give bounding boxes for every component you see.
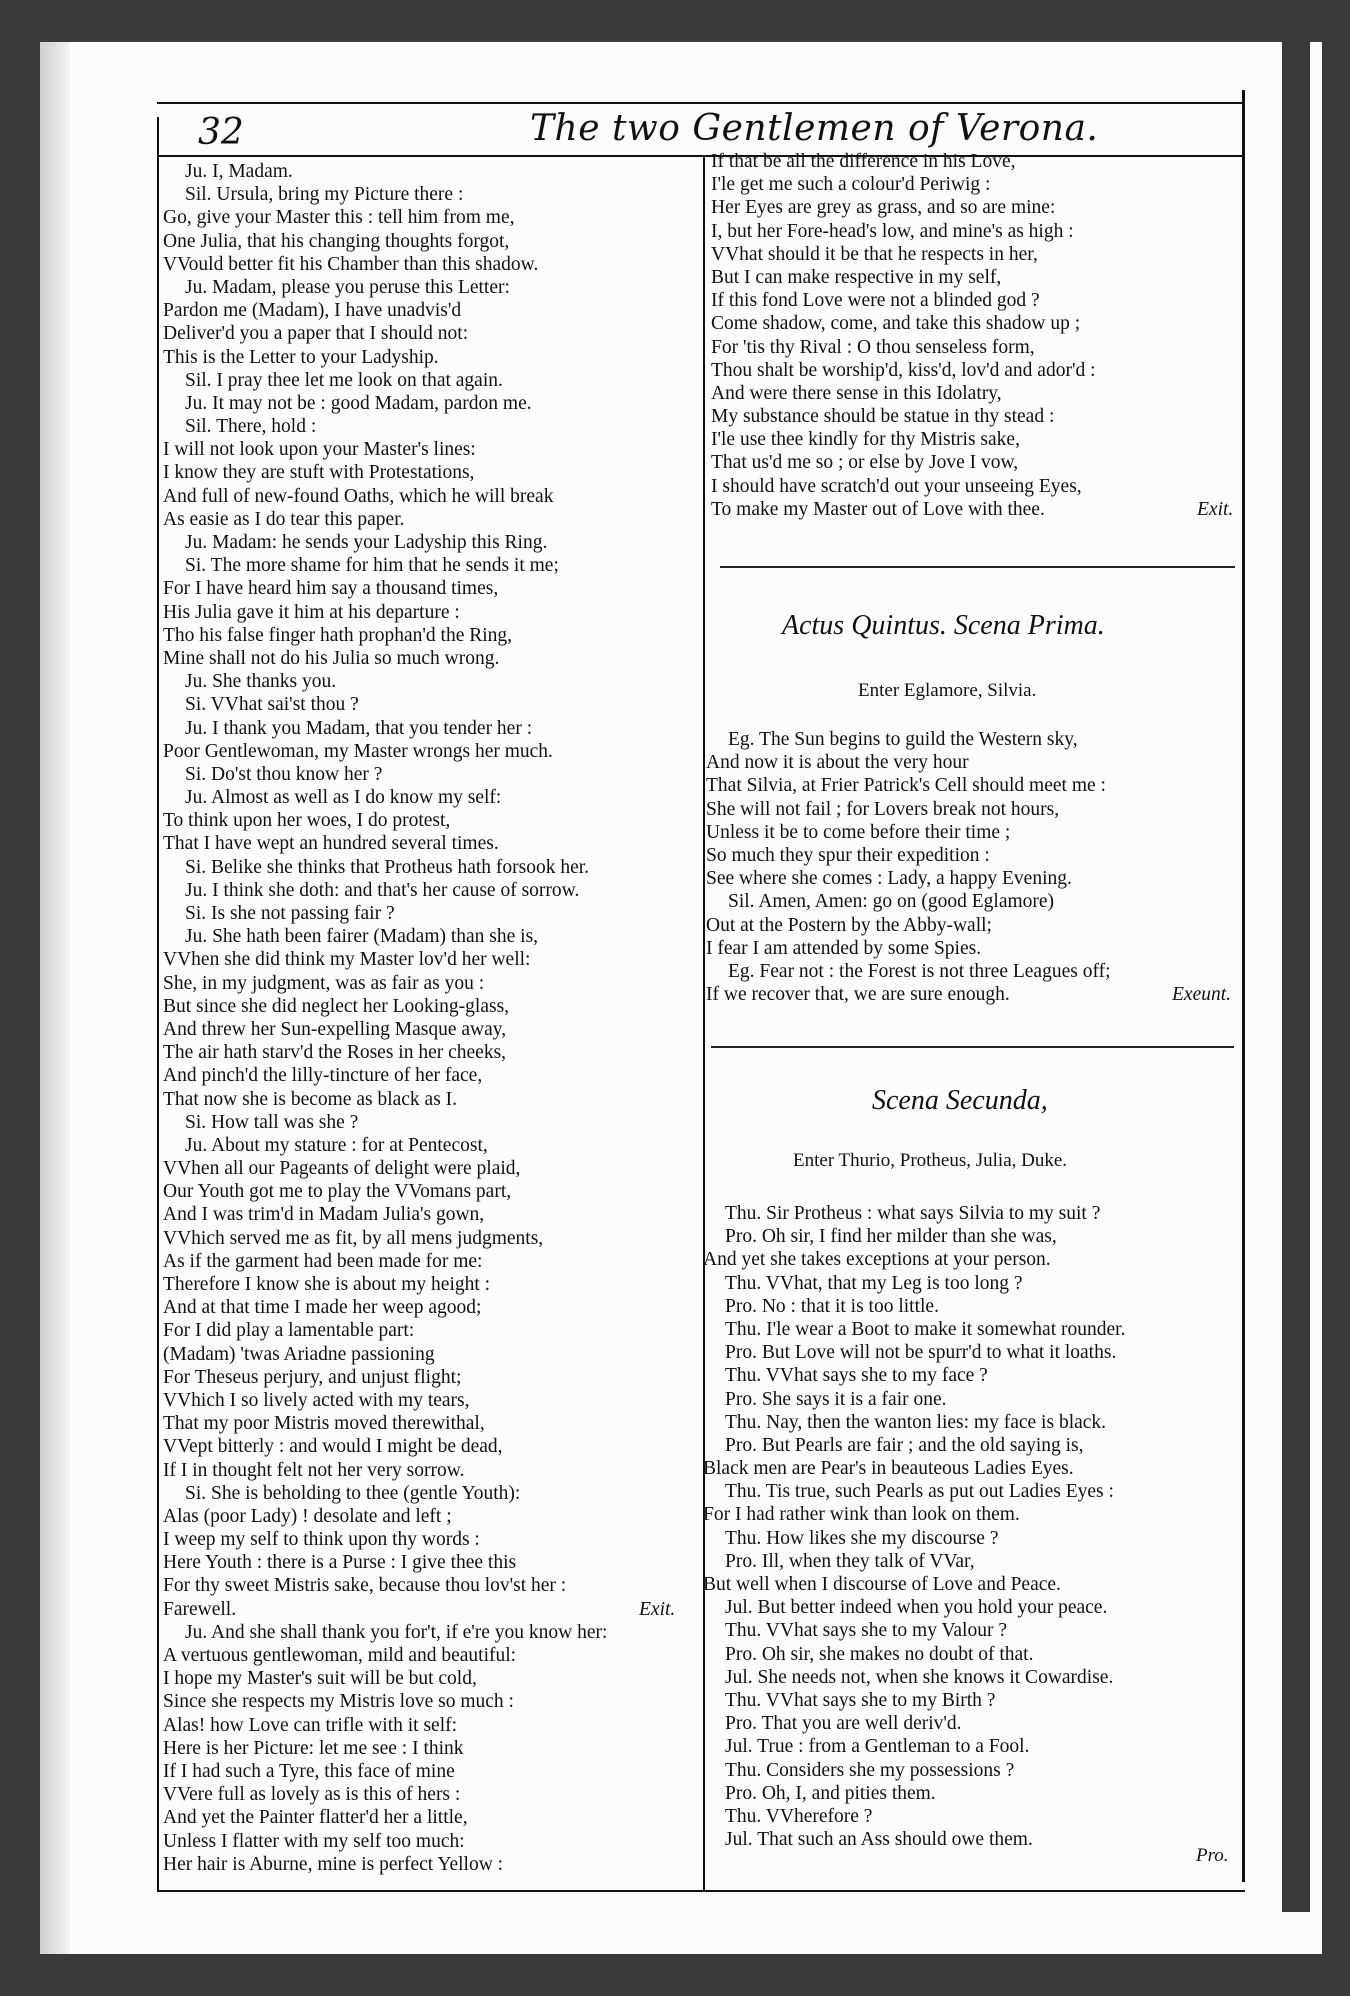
line-text: Ju. Almost as well as I do know my self:	[185, 787, 502, 809]
text-line	[163, 1088, 695, 1111]
text-line	[711, 498, 1239, 521]
text-line	[703, 1619, 1239, 1642]
line-text: Her Eyes are grey as grass, and so are mine:	[711, 197, 1056, 219]
line-text: I'le use thee kindly for thy Mistris sake,	[711, 429, 1020, 451]
text-line	[703, 1457, 1239, 1480]
text-line	[163, 948, 695, 971]
line-text: And full of new-found Oaths, which he will break	[163, 485, 554, 507]
text-line	[163, 1296, 695, 1319]
text-line	[163, 1343, 695, 1366]
line-text: Therefore I know she is about my height :	[163, 1274, 491, 1295]
line-text: Alas! how Love can trifle with it self:	[163, 1714, 458, 1736]
text-line	[703, 1828, 1239, 1851]
line-text: Since she respects my Mistris love so much :	[163, 1691, 514, 1713]
text-line	[163, 1064, 695, 1087]
line-text: One Julia, that his changing thoughts forgot,	[163, 230, 510, 252]
line-text: Si. Is she not passing fair ?	[185, 903, 395, 924]
text-line	[711, 359, 1239, 382]
text-line	[163, 554, 695, 577]
line-text: Come shadow, come, and take this shadow up ;	[711, 313, 1081, 335]
line-text: I hope my Master's suit will be but cold,	[163, 1668, 477, 1690]
line-text: Ju. Madam: he sends your Ladyship this Ring.	[185, 532, 548, 553]
catchword: Pro.	[1196, 1845, 1229, 1866]
text-line	[163, 346, 695, 369]
text-line	[163, 1667, 695, 1690]
line-text: As easie as I do tear this paper.	[163, 508, 405, 530]
line-text: She will not fail ; for Lovers break not hours,	[706, 798, 1060, 820]
frame-top-rule	[157, 102, 1245, 104]
line-text: As if the garment had been made for me:	[163, 1250, 483, 1272]
text-line	[163, 879, 695, 902]
line-text: Sil. Ursula, bring my Picture there :	[185, 184, 464, 206]
act-stage-direction: Enter Eglamore, Silvia.	[858, 680, 1037, 701]
section-rule-2	[711, 1046, 1234, 1048]
text-line	[711, 475, 1239, 498]
text-line	[163, 1203, 695, 1226]
line-text: Sil. There, hold :	[185, 416, 317, 438]
text-line	[163, 1737, 695, 1760]
text-line	[163, 1482, 695, 1505]
line-text: Ju. And she shall thank you for't, if e're you know her:	[185, 1621, 608, 1643]
line-text: I fear I am attended by some Spies.	[706, 937, 982, 959]
text-line	[703, 1411, 1239, 1434]
line-text: My substance should be statue in thy stead :	[711, 406, 1055, 428]
text-line	[163, 1366, 695, 1389]
line-text: Thu. VVherefore ?	[725, 1805, 873, 1827]
line-text: Si. Do'st thou know her ?	[185, 763, 383, 785]
running-title: The two Gentlemen of Verona.	[530, 108, 1099, 149]
frame-bottom-rule	[157, 1890, 1245, 1892]
line-text: But since she did neglect her Looking-glass,	[163, 995, 510, 1017]
text-line	[163, 1505, 695, 1528]
text-line	[703, 1550, 1239, 1573]
text-line	[706, 937, 1239, 960]
line-text: Here is her Picture: let me see : I think	[163, 1737, 464, 1759]
line-text: For I have heard him say a thousand times,	[163, 578, 499, 600]
line-text: To think upon her woes, I do protest,	[163, 810, 451, 832]
text-line	[706, 983, 1239, 1006]
line-text: Ju. She thanks you.	[185, 671, 337, 693]
exit-direction: Exit.	[1197, 498, 1234, 520]
section-rule-1	[720, 566, 1235, 568]
line-text: Pardon me (Madam), I have unadvis'd	[163, 300, 462, 322]
text-line	[703, 1735, 1239, 1758]
line-text: Thu. Sir Protheus : what says Silvia to my suit ?	[725, 1203, 1101, 1224]
text-line	[163, 1853, 695, 1876]
line-text: I weep my self to think upon thy words :	[163, 1529, 480, 1551]
line-text: Ju. It may not be : good Madam, pardon me.	[185, 392, 532, 414]
text-line	[163, 1435, 695, 1458]
text-line	[703, 1388, 1239, 1411]
line-text: To make my Master out of Love with thee.	[711, 498, 1045, 520]
text-line	[163, 624, 695, 647]
line-text: But well when I discourse of Love and Peace.	[703, 1574, 1061, 1595]
act-title: Actus Quintus. Scena Prima.	[782, 610, 1105, 641]
text-line	[703, 1643, 1239, 1666]
text-line	[703, 1805, 1239, 1828]
text-line	[163, 1830, 695, 1853]
text-line	[706, 867, 1239, 890]
text-line	[711, 451, 1239, 474]
line-text: Here Youth : there is a Purse : I give thee this	[163, 1552, 517, 1574]
line-text: Pro. But Love will not be spurr'd to what it loaths.	[725, 1342, 1117, 1364]
line-text: And yet she takes exceptions at your person.	[703, 1249, 1051, 1271]
text-line	[163, 1644, 695, 1667]
line-text: Farewell.	[163, 1598, 237, 1620]
text-line	[703, 1573, 1239, 1596]
text-line	[703, 1782, 1239, 1805]
line-text: If that be all the difference in his Love,	[711, 151, 1016, 172]
text-line	[706, 844, 1239, 867]
text-line	[706, 728, 1239, 751]
line-text: I know they are stuft with Protestations,	[163, 462, 475, 484]
line-text: Pro. She says it is a fair one.	[725, 1388, 947, 1410]
text-line	[711, 243, 1239, 266]
text-line	[706, 798, 1239, 821]
line-text: Ju. She hath been fairer (Madam) than she is,	[185, 926, 539, 948]
text-line	[163, 485, 695, 508]
line-text: For 'tis thy Rival : O thou senseless form,	[711, 336, 1035, 358]
line-text: Tho his false finger hath prophan'd the Ring,	[163, 624, 513, 646]
line-text: Eg. The Sun begins to guild the Western sky,	[728, 729, 1078, 750]
text-line	[703, 1527, 1239, 1550]
text-line	[163, 972, 695, 995]
line-text: Thu. I'le wear a Boot to make it somewhat rounder.	[725, 1318, 1126, 1340]
text-line	[163, 902, 695, 925]
text-line	[163, 995, 695, 1018]
text-line	[163, 577, 695, 600]
text-line	[163, 392, 695, 415]
text-line	[703, 1434, 1239, 1457]
line-text: VVhen she did think my Master lov'd her well:	[163, 949, 531, 971]
line-text: That Silvia, at Frier Patrick's Cell should meet me :	[706, 775, 1106, 797]
line-text: This is the Letter to your Ladyship.	[163, 346, 439, 368]
line-text: Si. She is beholding to thee (gentle Youth):	[185, 1482, 521, 1504]
line-text: Si. The more shame for him that he sends it me;	[185, 555, 559, 577]
text-line	[163, 1018, 695, 1041]
text-line	[163, 508, 695, 531]
text-line	[163, 1459, 695, 1482]
line-text: Thu. VVhat says she to my Birth ?	[725, 1689, 996, 1711]
line-text: For Theseus perjury, and unjust flight;	[163, 1366, 462, 1388]
text-line	[711, 336, 1239, 359]
text-line	[163, 786, 695, 809]
line-text: Thu. VVhat says she to my Valour ?	[725, 1620, 1007, 1642]
page-gutter	[40, 42, 70, 1954]
text-line	[163, 1319, 695, 1342]
text-line	[703, 1480, 1239, 1503]
line-text: I will not look upon your Master's lines:	[163, 439, 476, 461]
line-text: If I in thought felt not her very sorrow.	[163, 1459, 465, 1481]
line-text: Our Youth got me to play the VVomans part,	[163, 1181, 512, 1203]
line-text: That I have wept an hundred several times.	[163, 833, 499, 855]
text-line	[163, 415, 695, 438]
text-line	[711, 312, 1239, 335]
text-line	[163, 1551, 695, 1574]
line-text: A vertuous gentlewoman, mild and beautiful:	[163, 1645, 517, 1666]
line-text: I, but her Fore-head's low, and mine's as high :	[711, 220, 1074, 242]
line-text: Mine shall not do his Julia so much wrong.	[163, 647, 500, 669]
text-line	[163, 763, 695, 786]
line-text: So much they spur their expedition :	[706, 844, 990, 866]
text-line	[711, 405, 1239, 428]
text-line	[703, 1503, 1239, 1526]
text-line	[163, 369, 695, 392]
text-line	[163, 832, 695, 855]
line-text: Thu. Considers she my possessions ?	[725, 1759, 1015, 1781]
line-text: Thu. Nay, then the wanton lies: my face is black.	[725, 1411, 1107, 1433]
text-line	[711, 428, 1239, 451]
text-line	[163, 1690, 695, 1713]
line-text: But I can make respective in my self,	[711, 266, 1002, 288]
text-line	[703, 1689, 1239, 1712]
text-line	[163, 809, 695, 832]
text-line	[163, 1806, 695, 1829]
text-line	[703, 1272, 1239, 1295]
text-line	[163, 1412, 695, 1435]
text-line	[706, 751, 1239, 774]
text-line	[163, 1041, 695, 1064]
line-text: Jul. True : from a Gentleman to a Fool.	[725, 1736, 1030, 1758]
line-text: VVhich I so lively acted with my tears,	[163, 1389, 470, 1411]
text-line	[163, 925, 695, 948]
text-line	[163, 717, 695, 740]
line-text: Poor Gentlewoman, my Master wrongs her much.	[163, 740, 553, 762]
line-text: Unless I flatter with my self too much:	[163, 1830, 465, 1852]
line-text: Sil. Amen, Amen: go on (good Eglamore)	[728, 891, 1055, 913]
frame-left-rule	[157, 117, 159, 1892]
line-text: For I did play a lamentable part:	[163, 1320, 415, 1342]
text-line	[703, 1202, 1239, 1225]
line-text: Pro. Oh, I, and pities them.	[725, 1782, 936, 1804]
text-line	[163, 1180, 695, 1203]
line-text: The air hath starv'd the Roses in her cheeks,	[163, 1042, 507, 1064]
line-text: Pro. That you are well deriv'd.	[725, 1713, 962, 1735]
text-line	[703, 1225, 1239, 1248]
line-text: I'le get me such a colour'd Periwig :	[711, 174, 991, 196]
text-line	[706, 774, 1239, 797]
text-line	[163, 1227, 695, 1250]
text-line	[163, 1157, 695, 1180]
text-line	[163, 1134, 695, 1157]
text-line	[163, 1621, 695, 1644]
text-line	[703, 1364, 1239, 1387]
line-text: VVhich served me as fit, by all mens judgments,	[163, 1227, 544, 1249]
text-line	[711, 150, 1239, 173]
text-line	[163, 1250, 695, 1273]
line-text: Black men are Pear's in beauteous Ladies Eyes.	[703, 1458, 1074, 1480]
exit-direction: Exit.	[639, 1598, 676, 1620]
text-line	[163, 693, 695, 716]
line-text: VVould better fit his Chamber than this shadow.	[163, 253, 539, 275]
text-line	[163, 322, 695, 345]
line-text: His Julia gave it him at his departure :	[163, 601, 460, 623]
line-text: Thu. VVhat says she to my face ?	[725, 1365, 988, 1387]
text-line	[163, 183, 695, 206]
line-text: Jul. But better indeed when you hold your peace.	[725, 1597, 1108, 1619]
text-line	[163, 1111, 695, 1134]
line-text: VVere full as lovely as is this of hers :	[163, 1784, 461, 1806]
line-text: VVhen all our Pageants of delight were plaid,	[163, 1158, 521, 1180]
text-line	[163, 1598, 695, 1621]
line-text: Alas (poor Lady) ! desolate and left ;	[163, 1505, 452, 1527]
text-line	[706, 890, 1239, 913]
line-text: Ju. About my stature : for at Pentecost,	[185, 1134, 488, 1156]
line-text: Eg. Fear not : the Forest is not three Leagues off;	[728, 960, 1111, 982]
text-line	[703, 1759, 1239, 1782]
line-text: Ju. I think she doth: and that's her cause of sorrow.	[185, 879, 580, 901]
scene-stage-direction: Enter Thurio, Protheus, Julia, Duke.	[793, 1150, 1068, 1171]
text-line	[706, 914, 1239, 937]
line-text: VVhat should it be that he respects in her,	[711, 243, 1038, 265]
text-line	[163, 856, 695, 879]
line-text: And threw her Sun-expelling Masque away,	[163, 1018, 507, 1040]
text-line	[711, 289, 1239, 312]
text-line	[163, 276, 695, 299]
text-line	[163, 206, 695, 229]
line-text: Thu. How likes she my discourse ?	[725, 1527, 999, 1549]
text-line	[703, 1596, 1239, 1619]
line-text: Thu. Tis true, such Pearls as put out Ladies Eyes :	[725, 1481, 1114, 1503]
text-line	[163, 1783, 695, 1806]
page-number: 32	[198, 112, 244, 153]
text-line	[703, 1248, 1239, 1271]
text-line	[711, 196, 1239, 219]
line-text: And were there sense in this Idolatry,	[711, 382, 1002, 404]
line-text: Si. Belike she thinks that Protheus hath forsook her.	[185, 856, 590, 878]
line-text: That my poor Mistris moved therewithal,	[163, 1413, 485, 1435]
frame-right-rule	[1242, 90, 1245, 1882]
text-line	[711, 266, 1239, 289]
text-line	[163, 740, 695, 763]
text-line	[703, 1666, 1239, 1689]
line-text: I should have scratch'd out your unseeing Eyes,	[711, 475, 1082, 497]
line-text: Her hair is Aburne, mine is perfect Yellow :	[163, 1853, 504, 1875]
line-text: Jul. That such an Ass should owe them.	[725, 1829, 1033, 1851]
line-text: For I had rather wink than look on them.	[703, 1504, 1020, 1526]
line-text: For thy sweet Mistris sake, because thou lov'st her :	[163, 1575, 567, 1597]
line-text: Si. VVhat sai'st thou ?	[185, 694, 359, 716]
line-text: Ju. I, Madam.	[185, 161, 293, 182]
line-text: (Madam) 'twas Ariadne passioning	[163, 1343, 435, 1365]
line-text: And at that time I made her weep agood;	[163, 1297, 482, 1319]
line-text: She, in my judgment, was as fair as you :	[163, 972, 485, 994]
line-text: Ju. Madam, please you peruse this Letter:	[185, 276, 510, 298]
scene-title: Scena Secunda,	[872, 1085, 1048, 1116]
line-text: Pro. Oh sir, she makes no doubt of that.	[725, 1643, 1034, 1665]
text-line	[163, 1574, 695, 1597]
line-text: And yet the Painter flatter'd her a little,	[163, 1807, 468, 1829]
page-edge	[1282, 0, 1310, 1912]
text-line	[711, 382, 1239, 405]
line-text: Out at the Postern by the Abby-wall;	[706, 914, 992, 936]
text-line	[163, 461, 695, 484]
line-text: See where she comes : Lady, a happy Evening.	[706, 868, 1072, 890]
line-text: Pro. No : that it is too little.	[725, 1295, 939, 1317]
text-line	[163, 1273, 695, 1296]
text-line	[706, 960, 1239, 983]
line-text: And I was trim'd in Madam Julia's gown,	[163, 1204, 485, 1226]
line-text: Deliver'd you a paper that I should not:	[163, 323, 469, 345]
text-line	[163, 299, 695, 322]
text-line	[163, 253, 695, 276]
left-column	[163, 160, 695, 1876]
text-line	[163, 230, 695, 253]
line-text: Si. How tall was she ?	[185, 1111, 359, 1133]
line-text: Jul. She needs not, when she knows it Cowardise.	[725, 1666, 1114, 1688]
line-text: That us'd me so ; or else by Jove I vow,	[711, 452, 1019, 474]
text-line	[711, 173, 1239, 196]
text-line	[163, 1528, 695, 1551]
act-text	[706, 728, 1239, 1006]
line-text: Unless it be to come before their time ;	[706, 821, 1011, 843]
line-text: If this fond Love were not a blinded god ?	[711, 290, 1040, 312]
text-line	[163, 670, 695, 693]
text-line	[703, 1712, 1239, 1735]
line-text: Sil. I pray thee let me look on that again.	[185, 369, 503, 391]
line-text: And pinch'd the lilly-tincture of her face,	[163, 1065, 483, 1087]
line-text: Thu. VVhat, that my Leg is too long ?	[725, 1272, 1023, 1294]
line-text: Pro. Ill, when they talk of VVar,	[725, 1550, 975, 1572]
line-text: Ju. I thank you Madam, that you tender her :	[185, 717, 533, 739]
text-line	[163, 438, 695, 461]
text-line	[163, 1760, 695, 1783]
text-line	[706, 821, 1239, 844]
right-column-top	[711, 150, 1239, 521]
text-line	[163, 160, 695, 183]
line-text: Go, give your Master this : tell him from me,	[163, 207, 515, 229]
text-line	[163, 1714, 695, 1737]
exit-direction: Exeunt.	[1172, 984, 1232, 1006]
text-line	[163, 601, 695, 624]
text-line	[163, 647, 695, 670]
text-line	[163, 531, 695, 554]
line-text: If we recover that, we are sure enough.	[706, 984, 1010, 1006]
text-line	[703, 1318, 1239, 1341]
scene-text	[703, 1202, 1239, 1851]
line-text: Pro. But Pearls are fair ; and the old saying is,	[725, 1434, 1084, 1456]
text-line	[703, 1341, 1239, 1364]
line-text: If I had such a Tyre, this face of mine	[163, 1760, 455, 1782]
line-text: That now she is become as black as I.	[163, 1088, 458, 1110]
line-text: And now it is about the very hour	[706, 752, 969, 774]
text-line	[163, 1389, 695, 1412]
text-line	[711, 220, 1239, 243]
line-text: VVept bitterly : and would I might be dead,	[163, 1436, 503, 1458]
line-text: Pro. Oh sir, I find her milder than she was,	[725, 1226, 1057, 1248]
line-text: Thou shalt be worship'd, kiss'd, lov'd and ador'd :	[711, 359, 1096, 381]
text-line	[703, 1295, 1239, 1318]
